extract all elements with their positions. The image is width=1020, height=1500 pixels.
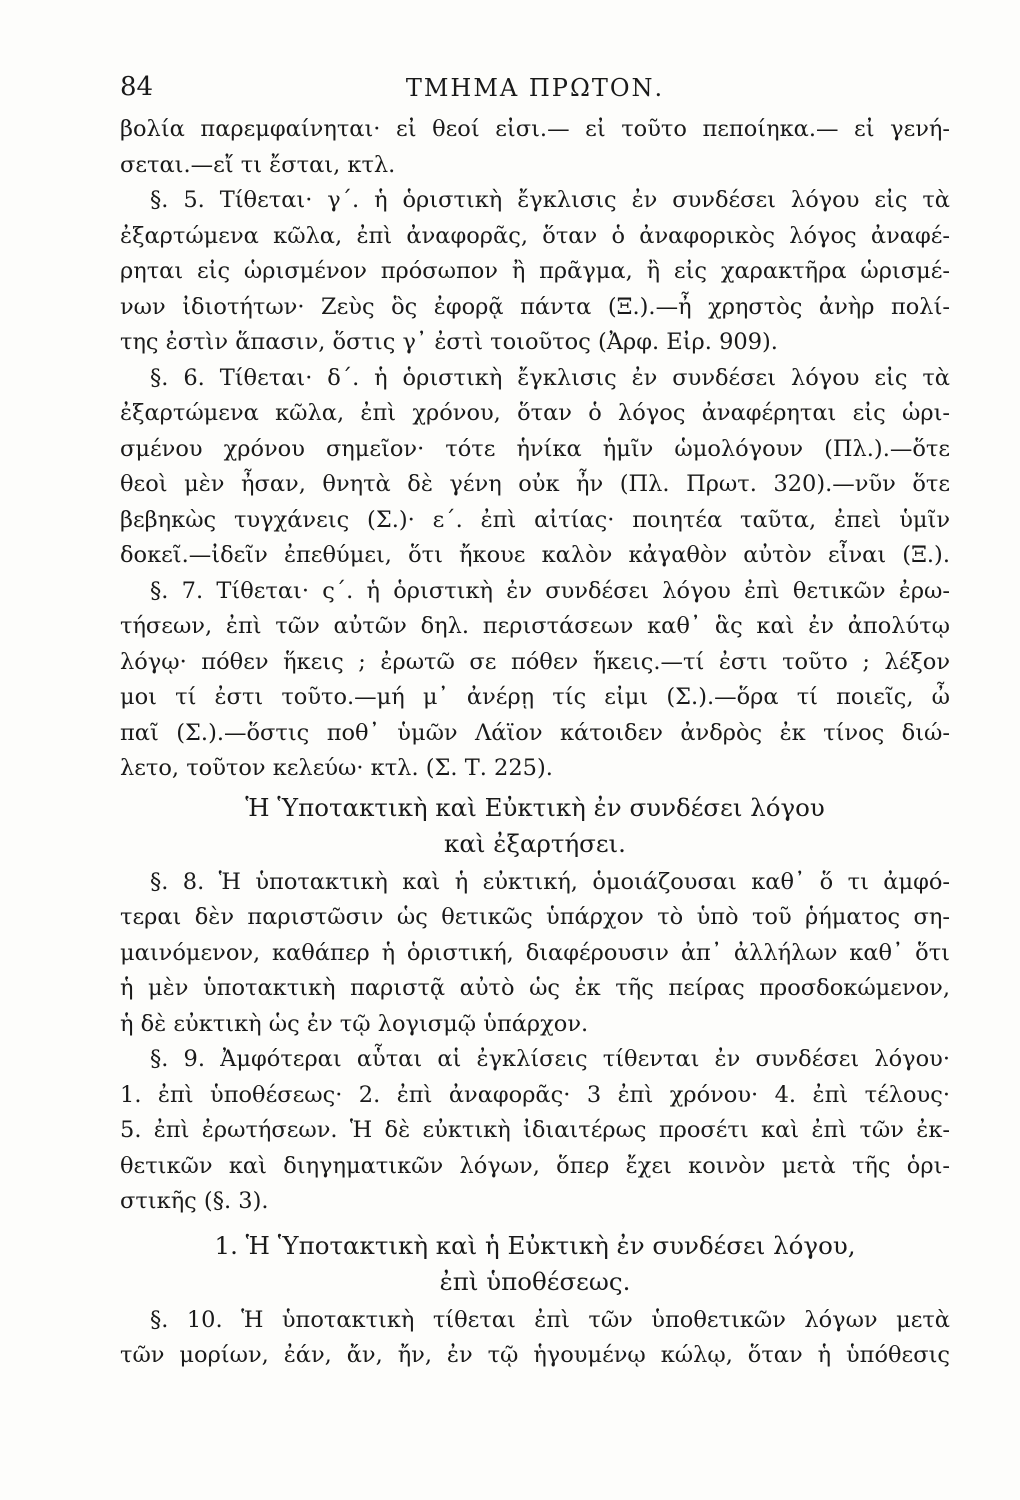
text-line: 5. ἐπὶ ἐρωτήσεων. Ἡ δὲ εὐκτικὴ ἰδιαιτέρως προσέτι καὶ ἐπὶ τῶν ἐκ-	[120, 1117, 950, 1143]
text-line: λόγῳ· πόθεν ἥκεις ; ἐρωτῶ σε πόθεν ἥκεις.—τί ἐστι τοῦτο ; λέξον	[120, 648, 950, 675]
text-line: θετικῶν καὶ διηγηματικῶν λόγων, ὅπερ ἔχει κοινὸν μετὰ τῆς ὁρι-	[120, 1152, 950, 1179]
section-heading: καὶ ἐξαρτήσει.	[444, 828, 626, 858]
text-line: 1. ἐπὶ ὑποθέσεως· 2. ἐπὶ ἀναφορᾶς· 3 ἐπὶ χρόνου· 4. ἐπὶ τέλους·	[120, 1081, 950, 1108]
text-line: ἐξαρτώμενα κῶλα, ἐπὶ ἀναφορᾶς, ὅταν ὁ ἀναφορικὸς λόγος ἀναφέ-	[120, 222, 950, 249]
text-line: μοι τί ἐστι τοῦτο.—μή μ᾽ ἀνέρῃ τίς εἰμι (Σ.).—ὅρα τί ποιεῖς, ὦ	[120, 684, 950, 710]
text-line: §. 5. Τίθεται· γ΄. ἡ ὁριστικὴ ἔγκλισις ἐν συνδέσει λόγου εἰς τὰ	[150, 187, 950, 213]
section-heading: 1. Ἡ Ὑποτακτικὴ καὶ ἡ Εὐκτικὴ ἐν συνδέσει λόγου,	[214, 1230, 856, 1260]
text-line: ρηται εἰς ὡρισμένον πρόσωπον ἢ πρᾶγμα, ἢ εἰς χαρακτῆρα ὡρισμέ-	[120, 258, 950, 284]
text-line: τήσεων, ἐπὶ τῶν αὐτῶν δηλ. περιστάσεων καθ᾽ ἃς καὶ ἐν ἀπολύτῳ	[120, 613, 950, 639]
running-title: ΤΜΗΜΑ ΠΡΩΤΟΝ.	[405, 74, 665, 102]
text-line: τῶν μορίων, ἐάν, ἄν, ἤν, ἐν τῷ ἡγουμένῳ κώλῳ, ὅταν ἡ ὑπόθεσις	[120, 1342, 950, 1368]
text-line: παῖ (Σ.).—ὅστις ποθ᾽ ὑμῶν Λάϊον κάτοιδεν ἀνδρὸς ἐκ τίνος διώ-	[120, 719, 950, 746]
text-line: §. 10. Ἡ ὑποτακτικὴ τίθεται ἐπὶ τῶν ὑποθετικῶν λόγων μετὰ	[150, 1306, 950, 1333]
text-line: ἡ μὲν ὑποτακτικὴ παριστᾷ αὐτὸ ὡς ἐκ τῆς πείρας προσδοκώμενον,	[120, 975, 950, 1001]
text-line: §. 9. Ἀμφότεραι αὗται αἱ ἐγκλίσεις τίθενται ἐν συνδέσει λόγου·	[150, 1046, 950, 1072]
text-line: ἐξαρτώμενα κῶλα, ἐπὶ χρόνου, ὅταν ὁ λόγος ἀναφέρηται εἰς ὡρι-	[120, 400, 950, 426]
page-number: 84	[120, 72, 154, 102]
page-header	[120, 72, 950, 112]
text-line: §. 7. Τίθεται· ς΄. ἡ ὁριστικὴ ἐν συνδέσει λόγου ἐπὶ θετικῶν ἐρω-	[150, 577, 950, 604]
section-heading: ἐπὶ ὑποθέσεως.	[439, 1266, 631, 1296]
text-line: §. 8. Ἡ ὑποτακτικὴ καὶ ἡ εὐκτική, ὁμοιάζουσαι καθ᾽ ὅ τι ἀμφό-	[150, 868, 950, 895]
text-line: στικῆς (§. 3).	[120, 1188, 269, 1214]
text-line: σμένου χρόνου σημεῖον· τότε ἡνίκα ἡμῖν ὡμολόγουν (Πλ.).—ὅτε	[120, 435, 950, 462]
text-line: νων ἰδιοτήτων· Ζεὺς ὃς ἐφορᾷ πάντα (Ξ.).—ἦ χρηστὸς ἀνὴρ πολί-	[120, 293, 950, 320]
text-line: τεραι δὲν παριστῶσιν ὡς θετικῶς ὑπάρχον τὸ ὑπὸ τοῦ ῥήματος ση-	[120, 904, 950, 930]
text-line: μαινόμενον, καθάπερ ἡ ὁριστική, διαφέρουσιν ἀπ᾽ ἀλλήλων καθ᾽ ὅτι	[120, 939, 950, 966]
text-line: θεοὶ μὲν ἦσαν, θνητὰ δὲ γένη οὐκ ἦν (Πλ. Πρωτ. 320).—νῦν ὅτε	[120, 471, 950, 497]
spacer	[120, 1220, 950, 1228]
text-line: §. 6. Τίθεται· δ΄. ἡ ὁριστικὴ ἔγκλισις ἐν συνδέσει λόγου εἰς τὰ	[150, 364, 950, 391]
text-line: σεται.—εἴ τι ἔσται, κτλ.	[120, 151, 396, 178]
text-line: βεβηκὼς τυγχάνεις (Σ.)· ε΄. ἐπὶ αἰτίας· ποιητέα ταῦτα, ἐπεὶ ὑμῖν	[120, 506, 950, 533]
text-line: λετο, τοῦτον κελεύω· κτλ. (Σ. Τ. 225).	[120, 755, 553, 781]
text-line: της ἐστὶν ἅπασιν, ὅστις γ᾽ ἐστὶ τοιοῦτος (Ἀρφ. Εἰρ. 909).	[120, 329, 778, 355]
text-line: δοκεῖ.—ἰδεῖν ἐπεθύμει, ὅτι ἤκουε καλὸν κἀγαθὸν αὐτὸν εἶναι (Ξ.).	[120, 542, 950, 568]
section-heading: Ἡ Ὑποτακτικὴ καὶ Εὐκτικὴ ἐν συνδέσει λόγου	[245, 792, 825, 822]
text-line: βολία παρεμφαίνηται· εἰ θεοί εἰσι.— εἰ τοῦτο πεποίηκα.— εἰ γενή-	[120, 116, 950, 142]
text-block	[120, 112, 950, 1374]
book-page	[120, 72, 950, 1374]
text-line: ἡ δὲ εὐκτικὴ ὡς ἐν τῷ λογισμῷ ὑπάρχον.	[120, 1010, 589, 1037]
